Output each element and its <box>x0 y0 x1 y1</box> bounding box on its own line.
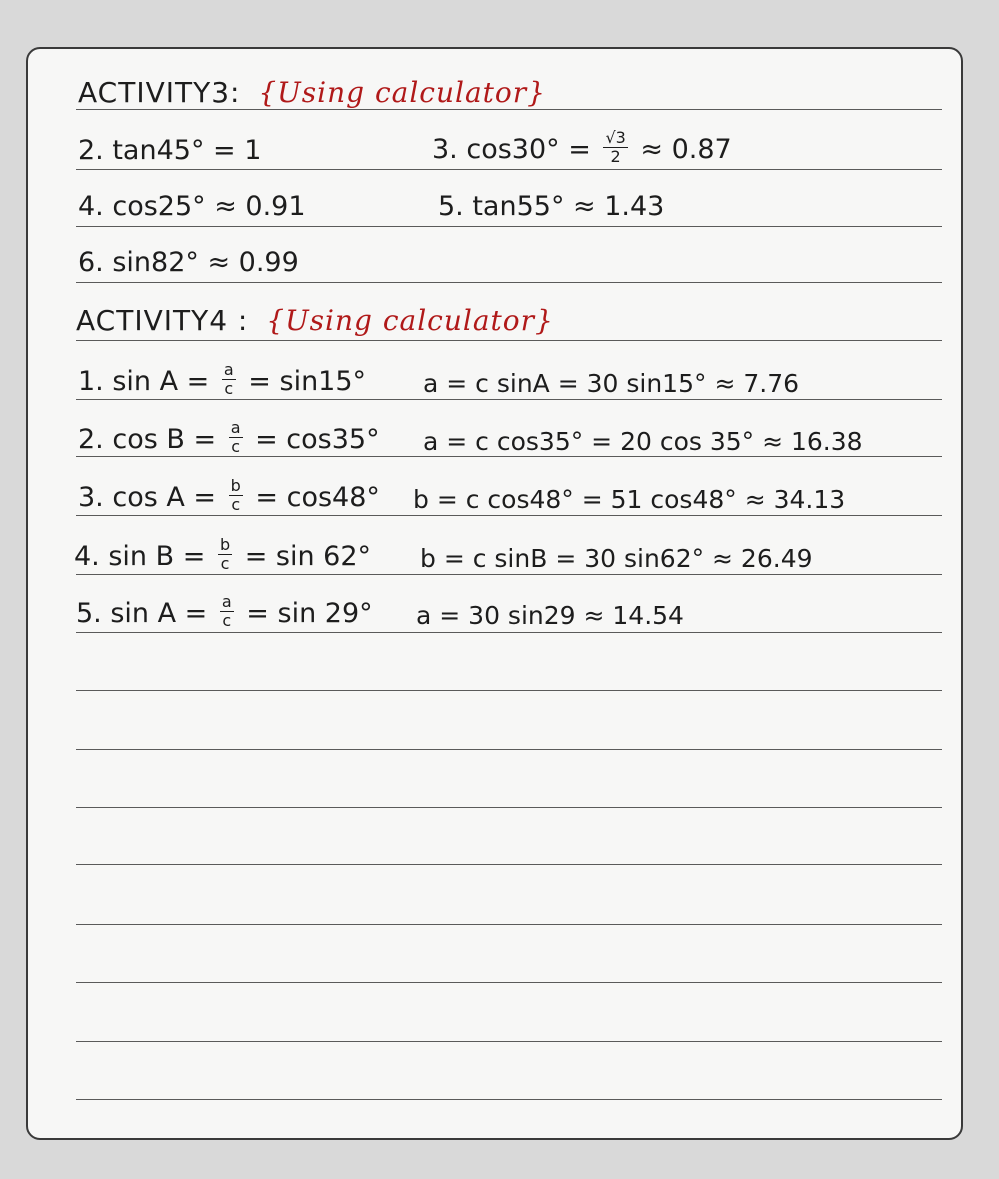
fraction-denominator: c <box>224 379 234 398</box>
fraction <box>229 478 243 513</box>
ruled-line <box>76 226 942 227</box>
ruled-line <box>76 169 942 170</box>
activity3-heading <box>78 76 546 109</box>
activity3-item-3-left: 3. cos30° = <box>432 134 591 165</box>
equation-mid: = cos35° <box>255 424 380 455</box>
activity4-row-5-right: a = 30 sin29 ≈ 14.54 <box>416 601 684 630</box>
ruled-line <box>76 282 942 283</box>
activity4-note: {Using calculator} <box>266 304 554 337</box>
fraction <box>229 420 243 455</box>
equation-left: 4. sin B = <box>74 541 206 572</box>
activity4-row-4-left <box>74 535 372 575</box>
notebook-page <box>26 47 963 1140</box>
activity4-row-3-right: b = c cos48° = 51 cos48° ≈ 34.13 <box>413 485 846 514</box>
activity3-label: ACTIVITY3: <box>78 76 241 109</box>
activity3-item-3-right: ≈ 0.87 <box>640 134 732 165</box>
ruled-line <box>76 690 942 691</box>
ruled-line <box>76 109 942 110</box>
ruled-line <box>76 340 942 341</box>
fraction-denominator: c <box>231 437 240 456</box>
activity4-label: ACTIVITY4 : <box>76 304 249 337</box>
fraction <box>218 537 232 572</box>
ruled-line <box>76 1041 942 1042</box>
fraction <box>220 594 234 629</box>
fraction-numerator: b <box>219 535 231 554</box>
ruled-line <box>76 749 942 750</box>
equation-left: 2. cos B = <box>78 424 217 455</box>
fraction-denominator: c <box>222 611 232 630</box>
ruled-line <box>76 864 942 865</box>
fraction-denominator: c <box>231 495 241 514</box>
fraction-numerator: b <box>230 476 241 495</box>
equation-mid: = sin 29° <box>246 598 373 629</box>
fraction-denominator: 2 <box>610 147 621 166</box>
ruled-line <box>76 924 942 925</box>
activity3-note: {Using calculator} <box>258 76 546 109</box>
fraction-numerator: √3 <box>605 128 626 147</box>
activity4-row-2-right: a = c cos35° = 20 cos 35° ≈ 16.38 <box>423 427 863 456</box>
activity3-item-5: 5. tan55° ≈ 1.43 <box>438 191 665 222</box>
activity4-heading <box>76 304 554 337</box>
activity4-row-4-right: b = c sinB = 30 sin62° ≈ 26.49 <box>420 544 813 573</box>
activity4-row-1-left <box>78 360 367 400</box>
activity4-row-3-left <box>78 476 380 516</box>
equation-mid: = sin15° <box>248 366 367 397</box>
activity3-item-6: 6. sin82° ≈ 0.99 <box>78 247 299 278</box>
activity4-row-1-right: a = c sinA = 30 sin15° ≈ 7.76 <box>423 369 800 398</box>
equation-left: 3. cos A = <box>78 482 217 513</box>
fraction <box>222 362 236 397</box>
equation-left: 1. sin A = <box>78 366 210 397</box>
fraction-numerator: a <box>221 592 232 611</box>
fraction-numerator: a <box>230 418 241 437</box>
fraction-numerator: a <box>223 360 234 379</box>
ruled-line <box>76 1099 942 1100</box>
activity3-item-3 <box>432 128 732 168</box>
equation-left: 5. sin A = <box>76 598 208 629</box>
ruled-line <box>76 982 942 983</box>
activity4-row-5-left <box>76 592 373 632</box>
equation-mid: = cos48° <box>255 482 380 513</box>
ruled-line <box>76 807 942 808</box>
activity3-item-2: 2. tan45° = 1 <box>78 135 262 166</box>
ruled-line <box>76 632 942 633</box>
activity4-row-2-left <box>78 418 380 458</box>
fraction <box>603 130 627 165</box>
equation-mid: = sin 62° <box>244 541 372 572</box>
activity3-item-4: 4. cos25° ≈ 0.91 <box>78 191 306 222</box>
fraction-denominator: c <box>220 554 230 573</box>
